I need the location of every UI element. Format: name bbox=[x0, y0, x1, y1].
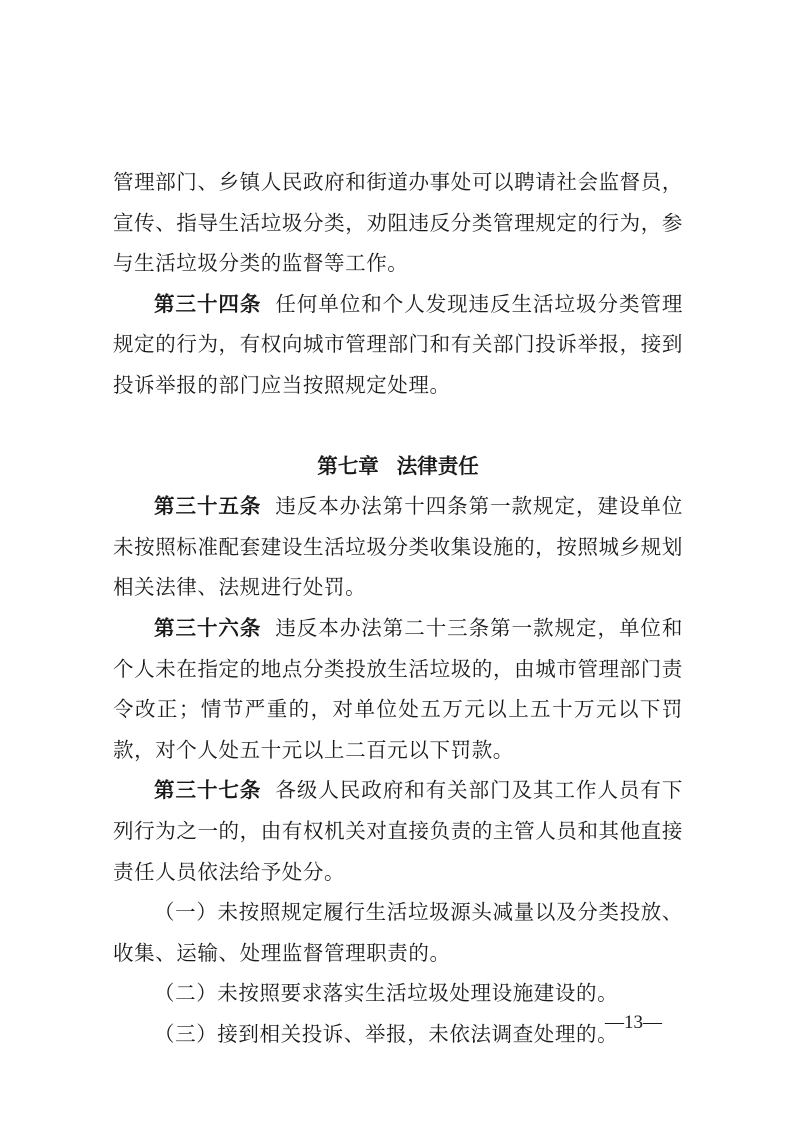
page-body bbox=[113, 162, 683, 1054]
article-36-text: 违反本办法第二十三条第一款规定，单位和个人未在指定的地点分类投放生活垃圾的，由城市管理部门责令改正；情节严重的，对单位处五万元以上五十万元以下罚款，对个人处五十元以上二百元以下罚款。 bbox=[113, 615, 683, 762]
list-item-3: （三）接到相关投诉、举报，未依法调查处理的。 bbox=[154, 1021, 619, 1046]
article-37-label: 第三十七条 bbox=[154, 778, 262, 803]
article-37-text: 各级人民政府和有关部门及其工作人员有下列行为之一的，由有权机关对直接负责的主管人员和其他直接责任人员依法给予处分。 bbox=[113, 778, 683, 884]
chapter-heading bbox=[113, 446, 683, 487]
chapter-title: 法律责任 bbox=[396, 453, 479, 478]
article-34 bbox=[113, 284, 683, 406]
paragraph-continuation: 管理部门、乡镇人民政府和街道办事处可以聘请社会监督员，宣传、指导生活垃圾分类，劝阻违反分类管理规定的行为，参与生活垃圾分类的监督等工作。 bbox=[113, 170, 683, 276]
page-number: —13— bbox=[605, 1012, 662, 1033]
article-34-label: 第三十四条 bbox=[154, 291, 262, 316]
article-36-label: 第三十六条 bbox=[154, 615, 262, 640]
article-35 bbox=[113, 486, 683, 608]
list-item-1: （一）未按照规定履行生活垃圾源头减量以及分类投放、收集、运输、处理监督管理职责的。 bbox=[113, 900, 683, 965]
article-36 bbox=[113, 608, 683, 770]
article-35-text: 违反本办法第十四条第一款规定，建设单位未按照标准配套建设生活垃圾分类收集设施的，按照城乡规划相关法律、法规进行处罚。 bbox=[113, 494, 683, 600]
chapter-number: 第七章 bbox=[317, 453, 379, 478]
article-35-label: 第三十五条 bbox=[154, 494, 262, 519]
article-34-text: 任何单位和个人发现违反生活垃圾分类管理规定的行为，有权向城市管理部门和有关部门投诉举报，接到投诉举报的部门应当按照规定处理。 bbox=[113, 291, 683, 397]
list-item-2: （二）未按照要求落实生活垃圾处理设施建设的。 bbox=[154, 981, 619, 1006]
article-37 bbox=[113, 770, 683, 892]
